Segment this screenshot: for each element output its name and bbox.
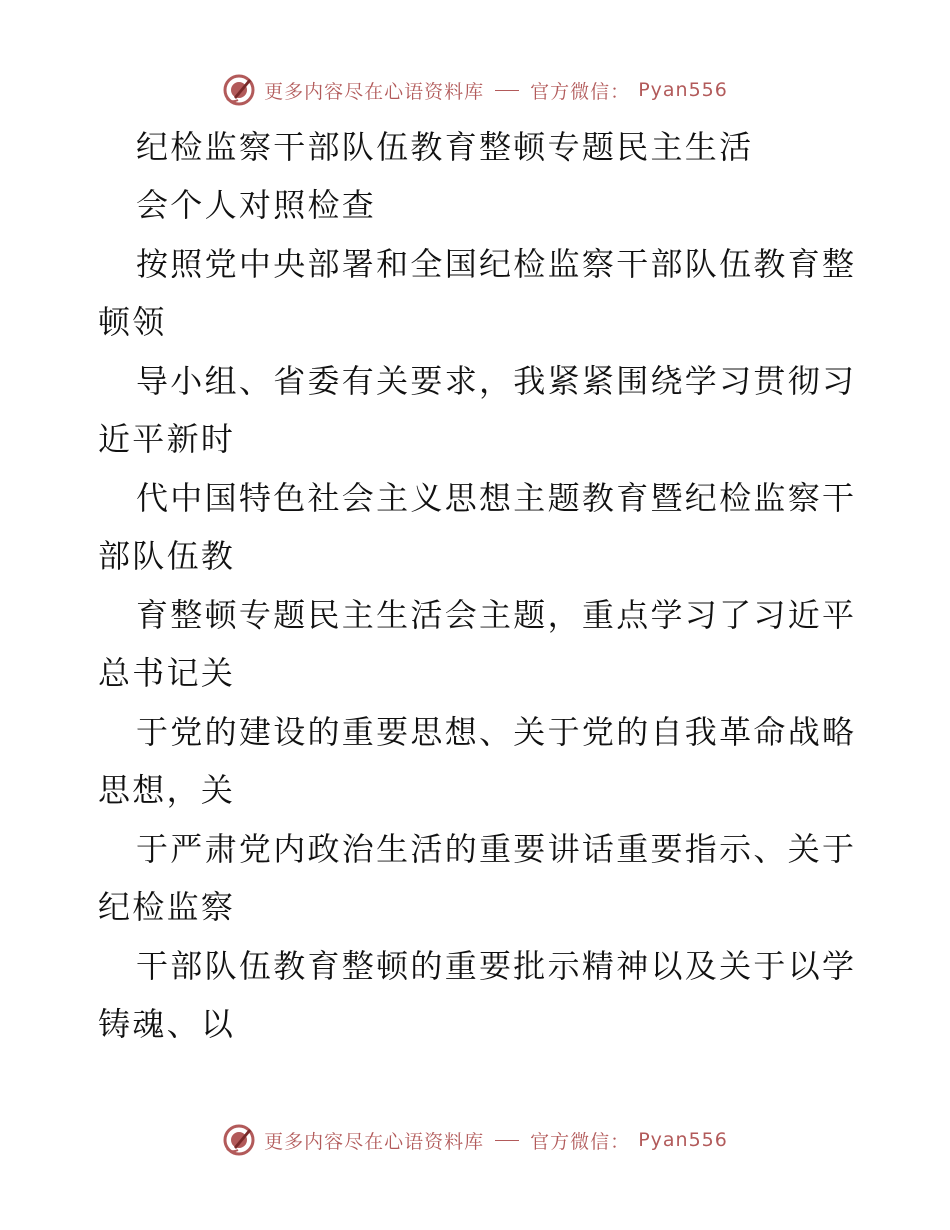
- text-line: 按照党中央部署和全国纪检监察干部队伍教育整: [136, 245, 857, 283]
- pen-logo-icon: [222, 1123, 256, 1157]
- footer-banner: [0, 1120, 950, 1160]
- wechat-label: 官方微信：: [530, 80, 631, 103]
- text-line: 近平新时: [98, 420, 236, 458]
- wechat-id: Pyan556: [638, 79, 728, 101]
- banner-text: 更多内容尽在心语资料库: [264, 80, 485, 103]
- header-banner: [0, 70, 950, 110]
- banner-text: 更多内容尽在心语资料库: [264, 1130, 485, 1153]
- pen-logo-icon: [222, 73, 256, 107]
- text-line: 纪检监察: [98, 888, 236, 926]
- text-line: 纪检监察干部队伍教育整顿专题民主生活: [136, 128, 754, 166]
- text-line: 代中国特色社会主义思想主题教育暨纪检监察干: [136, 479, 857, 517]
- text-line: 铸魂、以: [98, 1005, 236, 1043]
- text-line: 导小组、省委有关要求，我紧紧围绕学习贯彻习: [136, 362, 857, 400]
- text-line: 总书记关: [98, 654, 236, 692]
- wechat-label: 官方微信：: [530, 1130, 631, 1153]
- text-line: 部队伍教: [98, 537, 236, 575]
- text-line: 会个人对照检查: [136, 186, 377, 224]
- text-line: 思想，关: [98, 771, 236, 809]
- wechat-id: Pyan556: [638, 1129, 728, 1151]
- banner-separator: [495, 1140, 519, 1141]
- text-line: 于党的建设的重要思想、关于党的自我革命战略: [136, 713, 857, 751]
- text-line: 干部队伍教育整顿的重要批示精神以及关于以学: [136, 947, 857, 985]
- text-line: 于严肃党内政治生活的重要讲话重要指示、关于: [136, 830, 857, 868]
- text-line: 顿领: [98, 303, 167, 341]
- text-line: 育整顿专题民主生活会主题，重点学习了习近平: [136, 596, 857, 634]
- banner-separator: [495, 90, 519, 91]
